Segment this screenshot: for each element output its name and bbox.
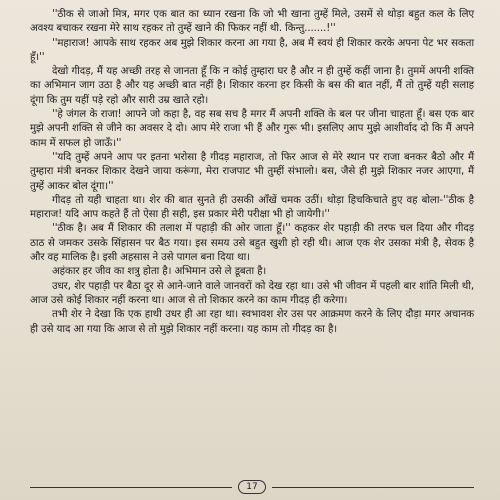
paragraph-lion-advice: ''ठीक से जाओ मित्र, मगर एक बात का ध्यान रखना कि जो भी खाना तुम्हें मिले, उसमें से थोड़ा बहुत कल के लिए अवश्य बचाकर रखना मेरे साथ रहकर तो तुम्हें खाने की फिकर नहीं थी. किन्तु.......!'' xyxy=(30,9,474,35)
paragraph-lion-watching: उधर, शेर पहाड़ी पर बैठा दूर से आने-जाने वाले जानवरों को देख रहा था। उसे भी जीवन में पहली बार शांति मिली थी, आज उसे कोई शिकार नहीं करना था। आज से तो शिकार करने का काम गीदड़ ही करेगा। xyxy=(30,280,474,306)
paragraph-jackal-request: ''हे जंगल के राजा! आपने जो कहा है, वह सब सच है मगर मैं अपनी शक्ति के बल पर जीना चाहता हूँ। बस एक बार मुझे अपनी शक्ति से जीने का अवसर दे दो। आप मेरे राजा भी हैं और गुरू भी। इसलिए आप मुझे आशीर्वाद दो कि मैं अपने काम में सफल हो जाऊँ।'' xyxy=(30,109,474,149)
paragraph-jackal-accepts: गीदड़ तो यही चाहता था। शेर की बात सुनते ही उसकी आँखें चमक उठीं। थोड़ा हिचकिचाते हुए वह बोला-''ठीक है महाराज! यदि आप कहते हैं तो ऐसा ही सही, इस प्रकार मेरी परीक्षा भी हो जायेगी।'' xyxy=(30,194,474,221)
paragraph-lion-offer: ''यदि तुम्हें अपने आप पर इतना भरोसा है गीदड़ महाराज, तो फिर आज से मेरे स्थान पर राजा बनकर बैठो और मैं तुम्हारा मंत्री बनकर शिकार देखने जाया करूंगा, मेरा राजपाट भी तुम्हीं संभालो। बस, जैसे ही मुझे शिकार नजर आएगा, मैं तुम्हें आकर बोल दूंगा।'' xyxy=(30,151,474,192)
paragraph-jackal-throne: ''ठीक है। अब मैं शिकार की तलाश में पहाड़ी की ओर जाता हूँ।'' कहकर शेर पहाड़ी की तरफ चल दिया और गीदड़ ठाठ से जमकर उसके सिंहासन पर बैठ गया। इस समय उसे बहुत खुशी हो रही थी। आज एक शेर उसका मंत्री है, सेवक है और वह मालिक है। इसी अहसास ने उसे पागल बना दिया था। xyxy=(30,223,474,264)
page-footer xyxy=(30,480,474,494)
paragraph-lion-warning: देखो गीदड़, मैं यह अच्छी तरह से जानता हूँ कि न कोई तुम्हारा घर है और न ही तुम्हें कहीं जाना है। तुममें अपनी शक्ति का अभिमान जाग उठा है और यह अच्छी बात नहीं है। शिकार करना हर किसी के बस की बात नहीं, मैं तो तुम्हें यही सलाह दूंगा कि तुम यहीं पड़े रहो और सारी उम्र खाते रहो। xyxy=(30,66,474,106)
footer-rule-left xyxy=(30,487,232,488)
paragraph-elephant: तभी शेर ने देखा कि एक हाथी उधर ही आ रहा था। स्वभावश शेर उस पर आक्रमण करने के लिए दौड़ा मगर अचानक ही उसे याद आ गया कि आज से तो मुझे शिकार नहीं करना। यह काम तो गीदड़ का है। xyxy=(30,309,474,335)
footer-rule-right xyxy=(272,487,474,488)
paragraph-jackal-reply: ''महाराज! आपके साथ रहकर अब मुझे शिकार करना आ गया है, अब मैं स्वयं ही शिकार करके अपना पेट भर सकता हूँ।'' xyxy=(30,37,474,63)
paragraph-moral: अहंकार हर जीव का शत्रु होता है। अभिमान उसे ले डूबता है। xyxy=(52,266,267,278)
page-number: 17 xyxy=(238,480,265,494)
